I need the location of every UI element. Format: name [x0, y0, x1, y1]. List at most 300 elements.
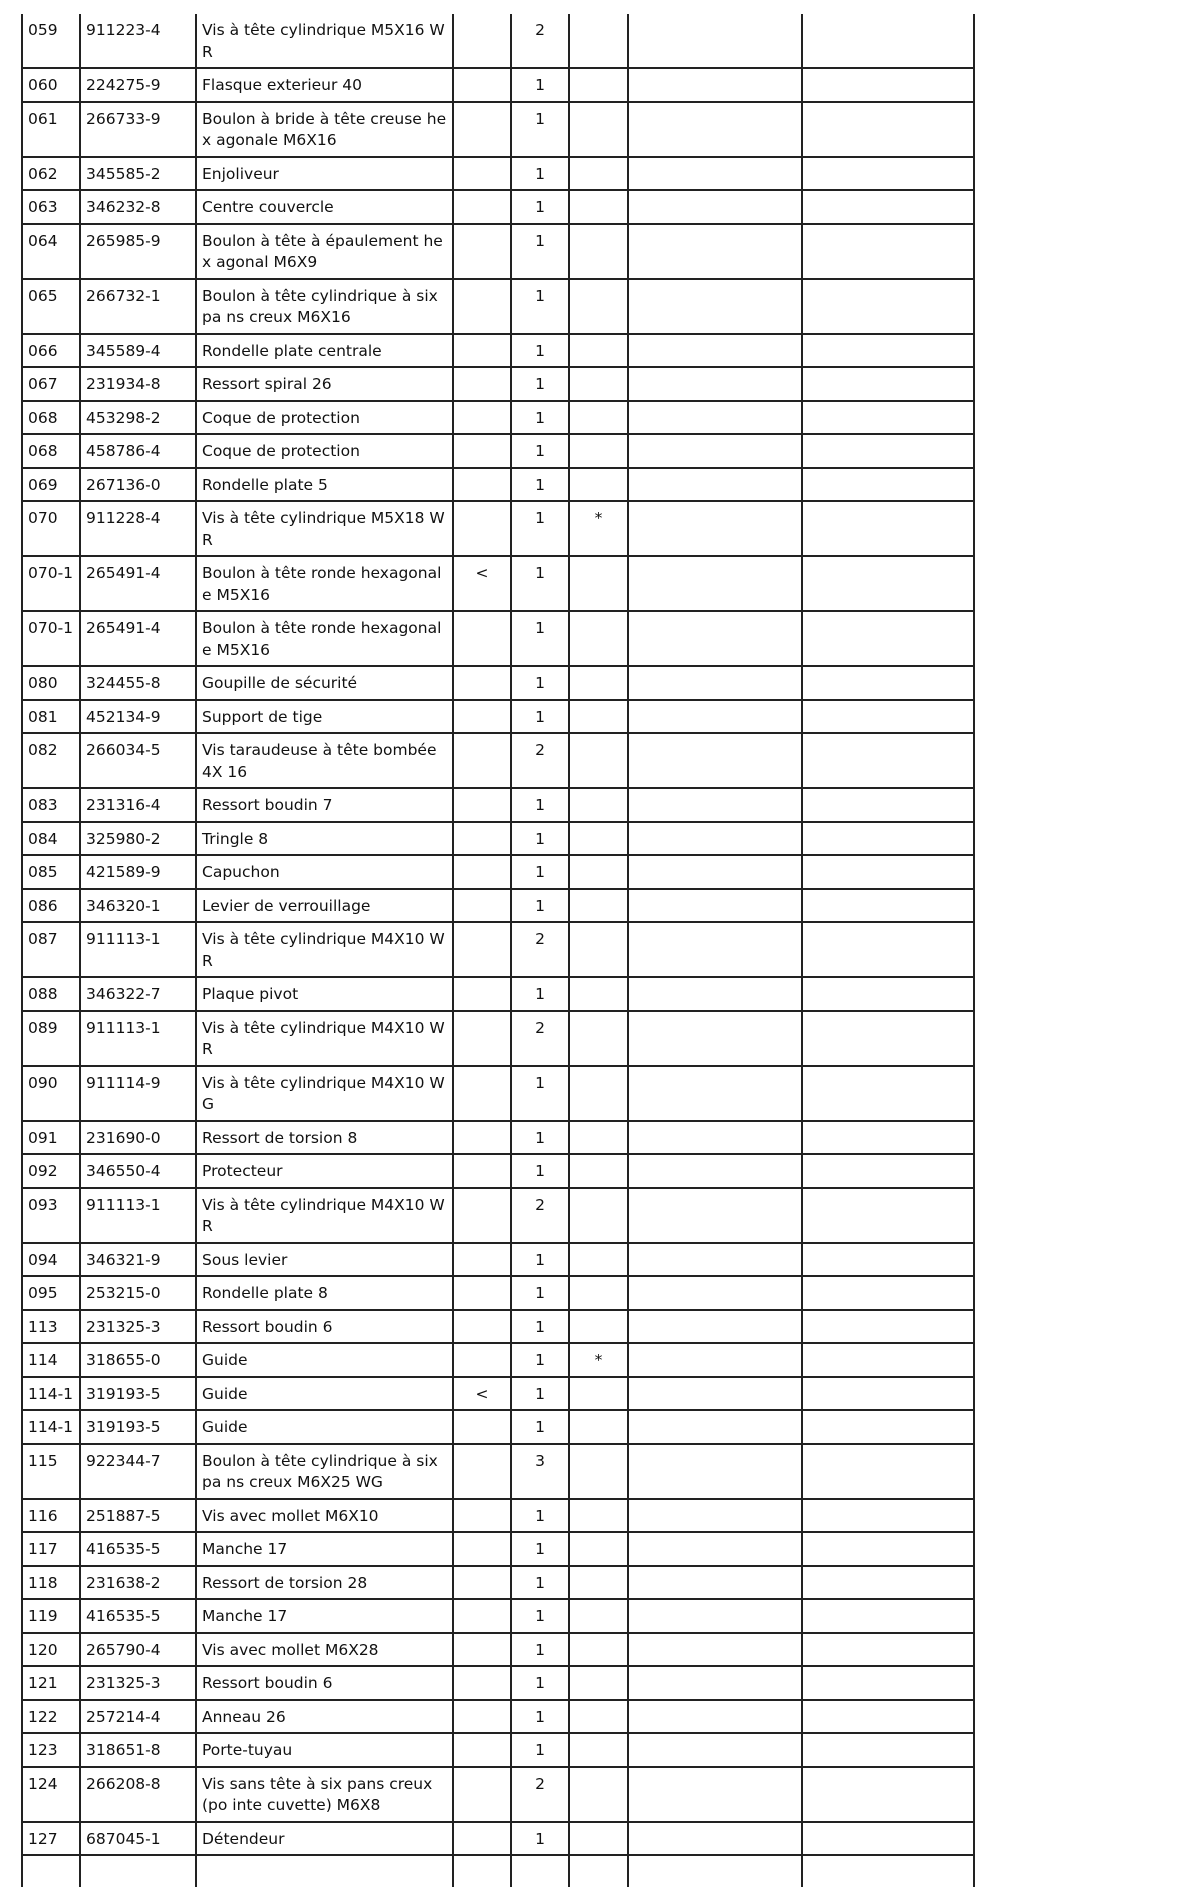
part-number-cell: 265491-4 [80, 611, 196, 666]
description-cell: Vis à tête cylindrique M5X16 WR [196, 14, 453, 68]
empty-cell [802, 1154, 974, 1188]
empty-cell [628, 1377, 802, 1411]
part-number-cell: 421589-9 [80, 855, 196, 889]
part-number-cell: 319193-5 [80, 1410, 196, 1444]
item-number-cell: 089 [22, 1011, 80, 1066]
empty-cell [628, 788, 802, 822]
note-mark-cell [569, 1444, 628, 1499]
item-number-cell: 092 [22, 1154, 80, 1188]
change-flag-cell [453, 1566, 511, 1600]
quantity-cell: 1 [511, 1154, 569, 1188]
change-flag-cell [453, 700, 511, 734]
description-cell: Boulon à tête ronde hexagonale M5X16 [196, 611, 453, 666]
change-flag-cell [453, 1499, 511, 1533]
empty-cell [802, 1121, 974, 1155]
change-flag-cell [453, 224, 511, 279]
item-number-cell: 066 [22, 334, 80, 368]
part-number-cell: 266034-5 [80, 733, 196, 788]
change-flag-cell [453, 1310, 511, 1344]
empty-cell [569, 1855, 628, 1887]
note-mark-cell [569, 611, 628, 666]
note-mark-cell [569, 1310, 628, 1344]
quantity-cell: 1 [511, 468, 569, 502]
quantity-cell: 1 [511, 279, 569, 334]
table-row [22, 1499, 974, 1533]
empty-cell [802, 666, 974, 700]
description-cell: Levier de verrouillage [196, 889, 453, 923]
quantity-cell: 1 [511, 1410, 569, 1444]
table-row [22, 556, 974, 611]
empty-cell [802, 1822, 974, 1856]
table-row [22, 334, 974, 368]
empty-cell [802, 1377, 974, 1411]
part-number-cell: 231690-0 [80, 1121, 196, 1155]
empty-cell [802, 190, 974, 224]
quantity-cell: 2 [511, 733, 569, 788]
change-flag-cell [453, 279, 511, 334]
table-row [22, 1444, 974, 1499]
item-number-cell: 115 [22, 1444, 80, 1499]
quantity-cell: 1 [511, 1822, 569, 1856]
item-number-cell: 087 [22, 922, 80, 977]
table-row [22, 434, 974, 468]
item-number-cell: 095 [22, 1276, 80, 1310]
description-cell: Boulon à tête cylindrique à six pa ns creux M6X16 [196, 279, 453, 334]
empty-cell [628, 68, 802, 102]
quantity-cell: 1 [511, 1377, 569, 1411]
empty-cell [628, 1276, 802, 1310]
description-cell: Vis taraudeuse à tête bombée 4X 16 [196, 733, 453, 788]
part-number-cell: 231638-2 [80, 1566, 196, 1600]
part-number-cell: 458786-4 [80, 434, 196, 468]
part-number-cell: 345589-4 [80, 334, 196, 368]
part-number-cell: 416535-5 [80, 1599, 196, 1633]
quantity-cell: 1 [511, 401, 569, 435]
empty-cell [628, 556, 802, 611]
change-flag-cell [453, 1822, 511, 1856]
quantity-cell: 1 [511, 68, 569, 102]
part-number-cell: 911113-1 [80, 922, 196, 977]
table-row [22, 1599, 974, 1633]
description-cell: Anneau 26 [196, 1700, 453, 1734]
quantity-cell: 1 [511, 666, 569, 700]
description-cell: Support de tige [196, 700, 453, 734]
description-cell: Protecteur [196, 1154, 453, 1188]
item-number-cell: 064 [22, 224, 80, 279]
note-mark-cell [569, 157, 628, 191]
empty-cell [628, 1822, 802, 1856]
empty-cell [802, 977, 974, 1011]
note-mark-cell [569, 367, 628, 401]
part-number-cell: 687045-1 [80, 1822, 196, 1856]
item-number-cell: 070-1 [22, 556, 80, 611]
item-number-cell: 118 [22, 1566, 80, 1600]
change-flag-cell [453, 68, 511, 102]
item-number-cell: 062 [22, 157, 80, 191]
part-number-cell: 911223-4 [80, 14, 196, 68]
part-number-cell: 231325-3 [80, 1666, 196, 1700]
description-cell: Rondelle plate centrale [196, 334, 453, 368]
table-row [22, 611, 974, 666]
note-mark-cell [569, 1377, 628, 1411]
empty-cell [802, 1733, 974, 1767]
part-number-cell: 346321-9 [80, 1243, 196, 1277]
note-mark-cell [569, 1188, 628, 1243]
part-number-cell: 231316-4 [80, 788, 196, 822]
empty-cell [802, 501, 974, 556]
item-number-cell: 120 [22, 1633, 80, 1667]
part-number-cell: 266208-8 [80, 1767, 196, 1822]
empty-cell [628, 1188, 802, 1243]
quantity-cell: 1 [511, 1276, 569, 1310]
part-number-cell: 266733-9 [80, 102, 196, 157]
change-flag-cell [453, 1121, 511, 1155]
quantity-cell: 1 [511, 1633, 569, 1667]
item-number-cell: 081 [22, 700, 80, 734]
empty-cell [628, 1011, 802, 1066]
note-mark-cell [569, 1154, 628, 1188]
part-number-cell: 345585-2 [80, 157, 196, 191]
quantity-cell: 2 [511, 1188, 569, 1243]
empty-cell [628, 1154, 802, 1188]
empty-cell [628, 1410, 802, 1444]
empty-cell [802, 1767, 974, 1822]
empty-cell [628, 1767, 802, 1822]
note-mark-cell [569, 1011, 628, 1066]
item-number-cell: 070 [22, 501, 80, 556]
empty-cell [628, 1855, 802, 1887]
table-row-continuation [22, 1855, 974, 1887]
quantity-cell: 1 [511, 1666, 569, 1700]
empty-cell [802, 611, 974, 666]
item-number-cell: 123 [22, 1733, 80, 1767]
table-row [22, 822, 974, 856]
change-flag-cell [453, 190, 511, 224]
quantity-cell: 1 [511, 334, 569, 368]
part-number-cell: 231934-8 [80, 367, 196, 401]
table-row [22, 68, 974, 102]
part-number-cell: 265790-4 [80, 1633, 196, 1667]
item-number-cell: 084 [22, 822, 80, 856]
description-cell: Vis à tête cylindrique M4X10 WR [196, 1011, 453, 1066]
item-number-cell: 060 [22, 68, 80, 102]
table-row [22, 977, 974, 1011]
empty-cell [802, 855, 974, 889]
table-row [22, 1310, 974, 1344]
table-row [22, 1243, 974, 1277]
empty-cell [802, 1566, 974, 1600]
note-mark-cell [569, 279, 628, 334]
note-mark-cell [569, 700, 628, 734]
empty-cell [628, 224, 802, 279]
item-number-cell: 083 [22, 788, 80, 822]
part-number-cell: 346320-1 [80, 889, 196, 923]
part-number-cell: 325980-2 [80, 822, 196, 856]
note-mark-cell [569, 401, 628, 435]
change-flag-cell [453, 611, 511, 666]
part-number-cell: 346322-7 [80, 977, 196, 1011]
empty-cell [628, 1700, 802, 1734]
change-flag-cell [453, 1700, 511, 1734]
quantity-cell: 1 [511, 700, 569, 734]
change-flag-cell [453, 14, 511, 68]
empty-cell [802, 1188, 974, 1243]
part-number-cell: 319193-5 [80, 1377, 196, 1411]
table-row [22, 666, 974, 700]
empty-cell [628, 977, 802, 1011]
table-row [22, 1532, 974, 1566]
note-mark-cell [569, 733, 628, 788]
empty-cell [628, 1633, 802, 1667]
empty-cell [802, 922, 974, 977]
empty-cell [628, 1733, 802, 1767]
change-flag-cell [453, 1633, 511, 1667]
empty-cell [802, 700, 974, 734]
description-cell: Guide [196, 1377, 453, 1411]
part-number-cell: 453298-2 [80, 401, 196, 435]
change-flag-cell [453, 855, 511, 889]
empty-cell [628, 922, 802, 977]
item-number-cell: 090 [22, 1066, 80, 1121]
description-cell: Capuchon [196, 855, 453, 889]
change-flag-cell [453, 102, 511, 157]
description-cell: Boulon à tête à épaulement hex agonal M6X9 [196, 224, 453, 279]
quantity-cell: 1 [511, 1566, 569, 1600]
quantity-cell: 1 [511, 157, 569, 191]
item-number-cell: 117 [22, 1532, 80, 1566]
empty-cell [802, 401, 974, 435]
table-row [22, 224, 974, 279]
note-mark-cell [569, 1276, 628, 1310]
item-number-cell: 093 [22, 1188, 80, 1243]
note-mark-cell [569, 1733, 628, 1767]
note-mark-cell [569, 1532, 628, 1566]
change-flag-cell [453, 1410, 511, 1444]
table-row [22, 1733, 974, 1767]
empty-cell [802, 1310, 974, 1344]
description-cell: Ressort spiral 26 [196, 367, 453, 401]
change-flag-cell [453, 501, 511, 556]
empty-cell [802, 434, 974, 468]
change-flag-cell [453, 1066, 511, 1121]
quantity-cell: 1 [511, 1243, 569, 1277]
quantity-cell: 1 [511, 1733, 569, 1767]
change-flag-cell [453, 788, 511, 822]
empty-cell [628, 157, 802, 191]
empty-cell [802, 1243, 974, 1277]
empty-cell [802, 1343, 974, 1377]
empty-cell [628, 733, 802, 788]
change-flag-cell [453, 1011, 511, 1066]
change-flag-cell [453, 367, 511, 401]
description-cell: Vis avec mollet M6X10 [196, 1499, 453, 1533]
table-row [22, 14, 974, 68]
empty-cell [802, 1066, 974, 1121]
empty-cell [628, 1444, 802, 1499]
change-flag-cell [453, 157, 511, 191]
table-row [22, 157, 974, 191]
table-row [22, 1633, 974, 1667]
table-row [22, 367, 974, 401]
table-row [22, 1276, 974, 1310]
quantity-cell: 1 [511, 556, 569, 611]
item-number-cell: 114-1 [22, 1377, 80, 1411]
table-row [22, 1188, 974, 1243]
table-row [22, 1154, 974, 1188]
note-mark-cell [569, 334, 628, 368]
note-mark-cell [569, 788, 628, 822]
description-cell: Vis à tête cylindrique M4X10 WR [196, 922, 453, 977]
empty-cell [628, 102, 802, 157]
empty-cell [802, 68, 974, 102]
note-mark-cell [569, 1822, 628, 1856]
part-number-cell: 224275-9 [80, 68, 196, 102]
empty-cell [628, 1566, 802, 1600]
parts-table-body [22, 14, 974, 1887]
note-mark-cell [569, 977, 628, 1011]
empty-cell [802, 1499, 974, 1533]
table-row [22, 1066, 974, 1121]
empty-cell [802, 822, 974, 856]
item-number-cell: 088 [22, 977, 80, 1011]
empty-cell [802, 1599, 974, 1633]
quantity-cell: 1 [511, 1121, 569, 1155]
description-cell: Rondelle plate 5 [196, 468, 453, 502]
note-mark-cell [569, 556, 628, 611]
item-number-cell: 122 [22, 1700, 80, 1734]
description-cell: Ressort boudin 7 [196, 788, 453, 822]
table-row [22, 1410, 974, 1444]
note-mark-cell: * [569, 501, 628, 556]
item-number-cell: 114 [22, 1343, 80, 1377]
item-number-cell: 063 [22, 190, 80, 224]
empty-cell [802, 1700, 974, 1734]
quantity-cell: 1 [511, 855, 569, 889]
quantity-cell: 1 [511, 190, 569, 224]
empty-cell [628, 401, 802, 435]
empty-cell [628, 700, 802, 734]
quantity-cell: 1 [511, 367, 569, 401]
part-number-cell: 911113-1 [80, 1011, 196, 1066]
table-row [22, 501, 974, 556]
note-mark-cell [569, 1499, 628, 1533]
empty-cell [196, 1855, 453, 1887]
quantity-cell: 1 [511, 1532, 569, 1566]
table-row [22, 788, 974, 822]
description-cell: Ressort de torsion 28 [196, 1566, 453, 1600]
note-mark-cell [569, 468, 628, 502]
empty-cell [628, 611, 802, 666]
change-flag-cell [453, 1276, 511, 1310]
empty-cell [628, 14, 802, 68]
part-number-cell: 452134-9 [80, 700, 196, 734]
empty-cell [802, 1444, 974, 1499]
empty-cell [628, 855, 802, 889]
empty-cell [802, 367, 974, 401]
empty-cell [802, 733, 974, 788]
empty-cell [628, 1532, 802, 1566]
description-cell: Coque de protection [196, 401, 453, 435]
item-number-cell: 127 [22, 1822, 80, 1856]
empty-cell [802, 468, 974, 502]
empty-cell [802, 279, 974, 334]
empty-cell [22, 1855, 80, 1887]
part-number-cell: 265491-4 [80, 556, 196, 611]
quantity-cell: 1 [511, 1343, 569, 1377]
item-number-cell: 085 [22, 855, 80, 889]
part-number-cell: 265985-9 [80, 224, 196, 279]
change-flag-cell: < [453, 556, 511, 611]
item-number-cell: 119 [22, 1599, 80, 1633]
quantity-cell: 1 [511, 434, 569, 468]
description-cell: Boulon à bride à tête creuse hex agonale M6X16 [196, 102, 453, 157]
table-row [22, 889, 974, 923]
empty-cell [802, 1532, 974, 1566]
note-mark-cell [569, 224, 628, 279]
empty-cell [628, 1343, 802, 1377]
item-number-cell: 094 [22, 1243, 80, 1277]
item-number-cell: 113 [22, 1310, 80, 1344]
note-mark-cell [569, 190, 628, 224]
note-mark-cell [569, 1243, 628, 1277]
change-flag-cell [453, 666, 511, 700]
note-mark-cell [569, 1066, 628, 1121]
table-row [22, 1343, 974, 1377]
empty-cell [802, 1276, 974, 1310]
empty-cell [802, 556, 974, 611]
description-cell: Enjoliveur [196, 157, 453, 191]
part-number-cell: 346232-8 [80, 190, 196, 224]
note-mark-cell [569, 14, 628, 68]
part-number-cell: 346550-4 [80, 1154, 196, 1188]
change-flag-cell [453, 822, 511, 856]
part-number-cell: 922344-7 [80, 1444, 196, 1499]
change-flag-cell [453, 1767, 511, 1822]
note-mark-cell [569, 1121, 628, 1155]
part-number-cell: 911228-4 [80, 501, 196, 556]
empty-cell [628, 889, 802, 923]
empty-cell [802, 14, 974, 68]
change-flag-cell [453, 733, 511, 788]
table-row [22, 1011, 974, 1066]
part-number-cell: 231325-3 [80, 1310, 196, 1344]
change-flag-cell [453, 1444, 511, 1499]
description-cell: Vis sans tête à six pans creux (po inte cuvette) M6X8 [196, 1767, 453, 1822]
note-mark-cell: * [569, 1343, 628, 1377]
empty-cell [628, 501, 802, 556]
empty-cell [628, 1121, 802, 1155]
table-row [22, 1121, 974, 1155]
table-row [22, 700, 974, 734]
part-number-cell: 267136-0 [80, 468, 196, 502]
table-row [22, 1566, 974, 1600]
part-number-cell: 911114-9 [80, 1066, 196, 1121]
quantity-cell: 1 [511, 977, 569, 1011]
empty-cell [628, 468, 802, 502]
description-cell: Vis à tête cylindrique M4X10 WG [196, 1066, 453, 1121]
quantity-cell: 1 [511, 1310, 569, 1344]
empty-cell [511, 1855, 569, 1887]
table-row [22, 1700, 974, 1734]
description-cell: Détendeur [196, 1822, 453, 1856]
part-number-cell: 266732-1 [80, 279, 196, 334]
quantity-cell: 1 [511, 1499, 569, 1533]
description-cell: Flasque exterieur 40 [196, 68, 453, 102]
empty-cell [628, 367, 802, 401]
description-cell: Manche 17 [196, 1599, 453, 1633]
change-flag-cell [453, 1343, 511, 1377]
table-row [22, 1377, 974, 1411]
